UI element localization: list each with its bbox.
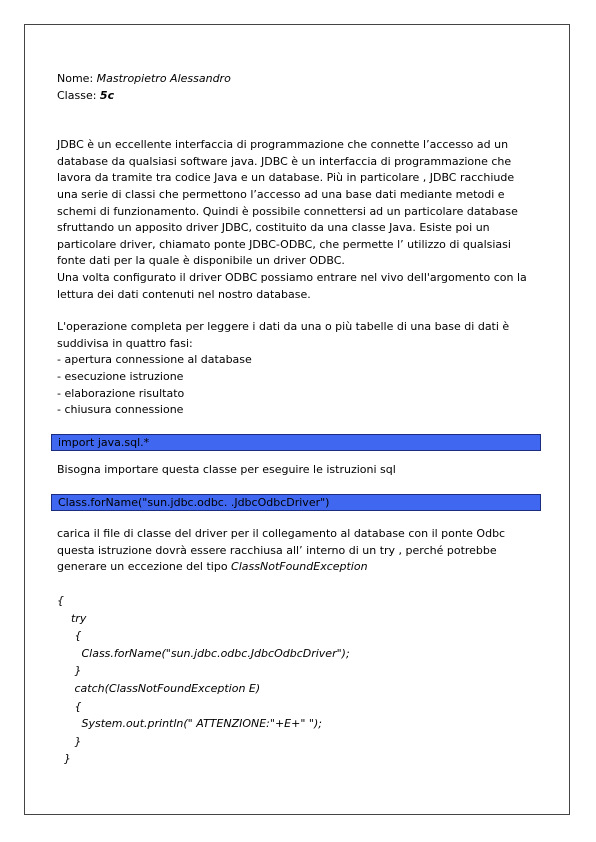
spacer <box>57 451 545 462</box>
forname-desc-line: questa istruzione dovrà essere racchiusa all’ interno di un try , perché potrebbe <box>57 543 497 557</box>
class-value: 5c <box>99 88 115 102</box>
code-line: { <box>57 594 64 608</box>
import-code-bar <box>51 434 541 451</box>
intro-line: lettura dei dati contenuti nel nostro database. <box>57 287 311 301</box>
code-line: try <box>57 611 87 625</box>
import-description: Bisogna importare questa classe per eseguire le istruzioni sql <box>57 462 396 476</box>
intro-line: Una volta configurato il driver ODBC possiamo entrare nel vivo dell'argomento con la <box>57 270 527 284</box>
intro-line: una serie di classi che permettono l’accesso ad una base dati mediante metodi e <box>57 187 505 201</box>
spacer <box>57 511 545 526</box>
class-line <box>57 88 545 105</box>
import-code-text: import java.sql.* <box>58 435 150 449</box>
operations-step: - elaborazione risultato <box>57 386 185 400</box>
forname-desc-line: carica il file di classe del driver per il collegamento al database con il ponte Odbc <box>57 527 506 541</box>
operations-step: - apertura connessione al database <box>57 353 252 367</box>
intro-line: database da qualsiasi software java. JDBC è un interfaccia di programmazione che <box>57 154 512 168</box>
name-label: Nome: <box>57 72 94 85</box>
code-line: } <box>57 752 71 766</box>
code-line: { <box>57 699 82 713</box>
operations-paragraph <box>57 319 545 419</box>
spacer <box>57 419 545 434</box>
intro-line: JDBC è un eccellente interfaccia di programmazione che connette l’accesso ad un <box>57 138 509 152</box>
forname-code-text: Class.forName("sun.jdbc.odbc. .JdbcOdbcDriver") <box>58 496 330 510</box>
exception-name: ClassNotFoundException <box>231 560 368 574</box>
intro-line: schemi di funzionamento. Quindi è possibile connettersi ad un particolare database <box>57 204 518 218</box>
intro-line: fonte dati per la quale è disponibile un driver ODBC. <box>57 254 345 268</box>
forname-code-bar <box>51 494 541 511</box>
code-line: catch(ClassNotFoundException E) <box>57 682 261 696</box>
intro-paragraph <box>57 137 545 303</box>
name-value: Mastropietro Alessandro <box>96 72 231 85</box>
intro-line: particolare driver, chiamato ponte JDBC-ODBC, che permette l’ utilizzo di qualsiasi <box>57 237 511 251</box>
operations-step: - chiusura connessione <box>57 403 184 417</box>
forname-desc-text: generare un eccezione del tipo <box>57 560 232 574</box>
document-body <box>57 71 545 768</box>
code-line: } <box>57 734 82 748</box>
code-line: } <box>57 664 82 678</box>
spacer <box>57 576 545 592</box>
code-line: { <box>57 629 82 643</box>
forname-description <box>57 526 545 576</box>
forname-desc-line <box>57 559 545 576</box>
class-label: Classe: <box>57 88 97 102</box>
intro-line: sfruttando un apposito driver JDBC, costituito da una classe Java. Esiste poi un <box>57 221 490 235</box>
code-block <box>57 592 545 768</box>
code-line: System.out.println(" ATTENZIONE:"+E+" "); <box>57 717 322 731</box>
intro-line: lavora da tramite tra codice Java e un database. Più in particolare , JDBC racchiude <box>57 171 515 185</box>
name-line <box>57 71 545 88</box>
operations-line: L'operazione completa per leggere i dati da una o più tabelle di una base di dati è <box>57 320 510 334</box>
spacer <box>57 104 545 137</box>
code-line: Class.forName("sun.jdbc.odbc.JdbcOdbcDriver"); <box>57 646 350 660</box>
spacer <box>57 478 545 494</box>
operations-line: suddivisa in quattro fasi: <box>57 336 193 350</box>
operations-step: - esecuzione istruzione <box>57 369 184 383</box>
spacer <box>57 303 545 319</box>
